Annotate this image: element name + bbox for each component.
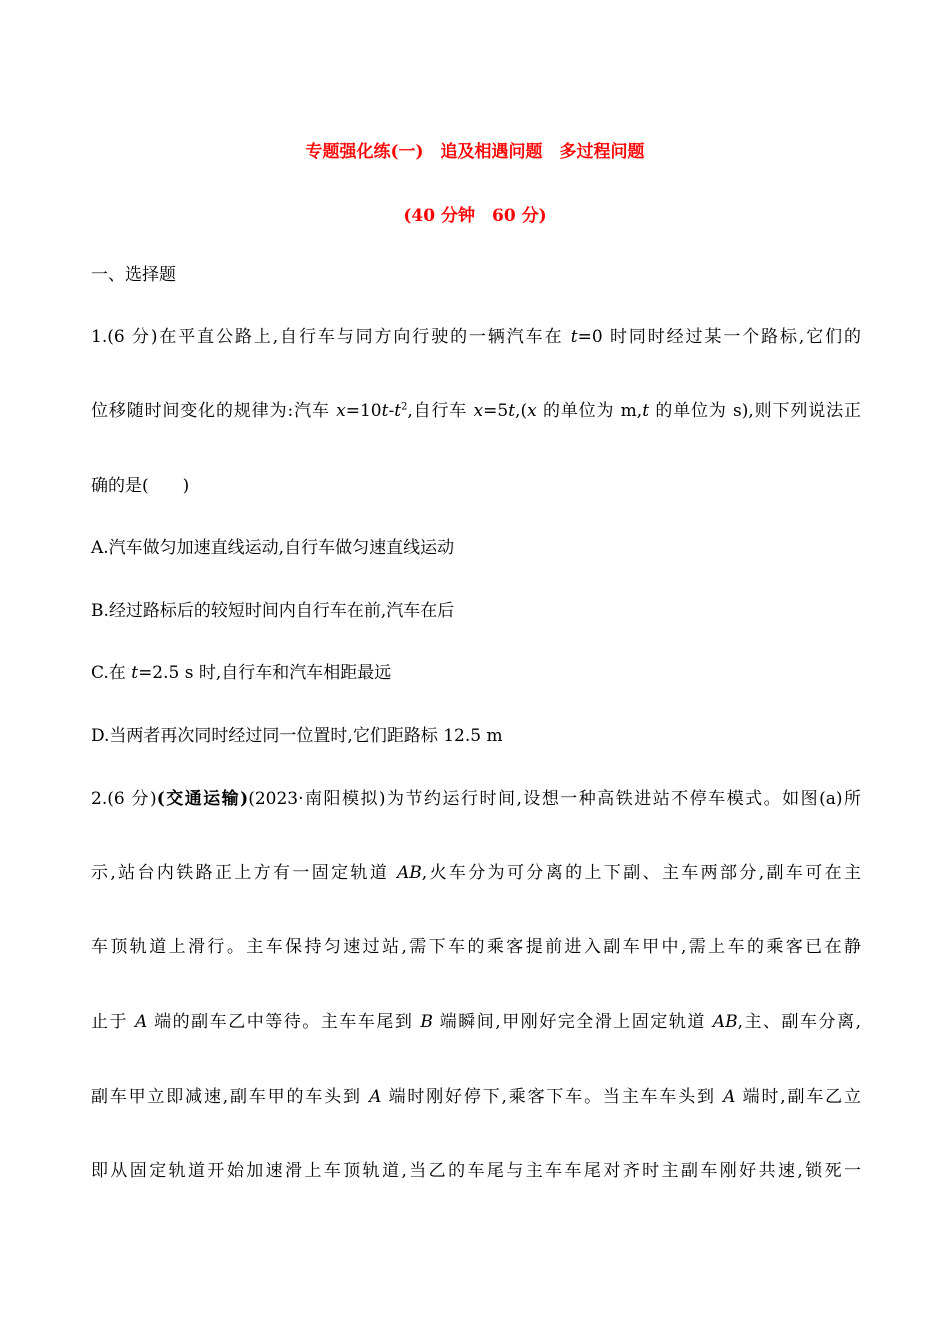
q2-line-4: 止于 A 端的副车乙中等待。主车车尾到 B 端瞬间,甲刚好完全滑上固定轨道 AB,主、副车分离, bbox=[91, 1012, 861, 1032]
page-title: 专题强化练(一) 追及相遇问题 多过程问题 bbox=[305, 142, 645, 162]
q1-line-3: 确的是( ) bbox=[91, 476, 190, 496]
q1-line-2: 位移随时间变化的规律为:汽车 $x=10t-t^2$,自行车 x=5t,(x 的单位为 m,t 的单位为 s),则下列说法正 bbox=[91, 401, 862, 421]
q2-topic-tag: (交通运输) bbox=[156, 789, 249, 809]
q2-line-6: 即从固定轨道开始加速滑上车顶轨道,当乙的车尾与主车车尾对齐时主副车刚好共速,锁死一 bbox=[91, 1161, 861, 1181]
q1-option-c: C.在 t=2.5 s 时,自行车和汽车相距最远 bbox=[91, 663, 392, 683]
q2-line-1: 2.(6 分)(交通运输)(2023·南阳模拟)为节约运行时间,设想一种高铁进站不停车模式。如图(a)所 bbox=[91, 789, 861, 809]
page-subtitle: (40 分钟 60 分) bbox=[403, 206, 547, 226]
q1-option-d: D.当两者再次同时经过同一位置时,它们距路标 12.5 m bbox=[91, 726, 503, 746]
q1-option-b: B.经过路标后的较短时间内自行车在前,汽车在后 bbox=[91, 601, 455, 621]
q2-line-3: 车顶轨道上滑行。主车保持匀速过站,需下车的乘客提前进入副车甲中,需上车的乘客已在静 bbox=[91, 937, 861, 957]
q1-option-a: A.汽车做匀加速直线运动,自行车做匀速直线运动 bbox=[91, 538, 455, 558]
section-heading: 一、选择题 bbox=[91, 265, 176, 285]
q2-line-5: 副车甲立即减速,副车甲的车头到 A 端时刚好停下,乘客下车。当主车车头到 A 端时,副车乙立 bbox=[91, 1087, 862, 1107]
q1-line-1: 1.(6 分)在平直公路上,自行车与同方向行驶的一辆汽车在 t=0 时同时经过某一个路标,它们的 bbox=[91, 327, 861, 347]
q2-line-2: 示,站台内铁路正上方有一固定轨道 AB,火车分为可分离的上下副、主车两部分,副车可在主 bbox=[91, 863, 861, 883]
